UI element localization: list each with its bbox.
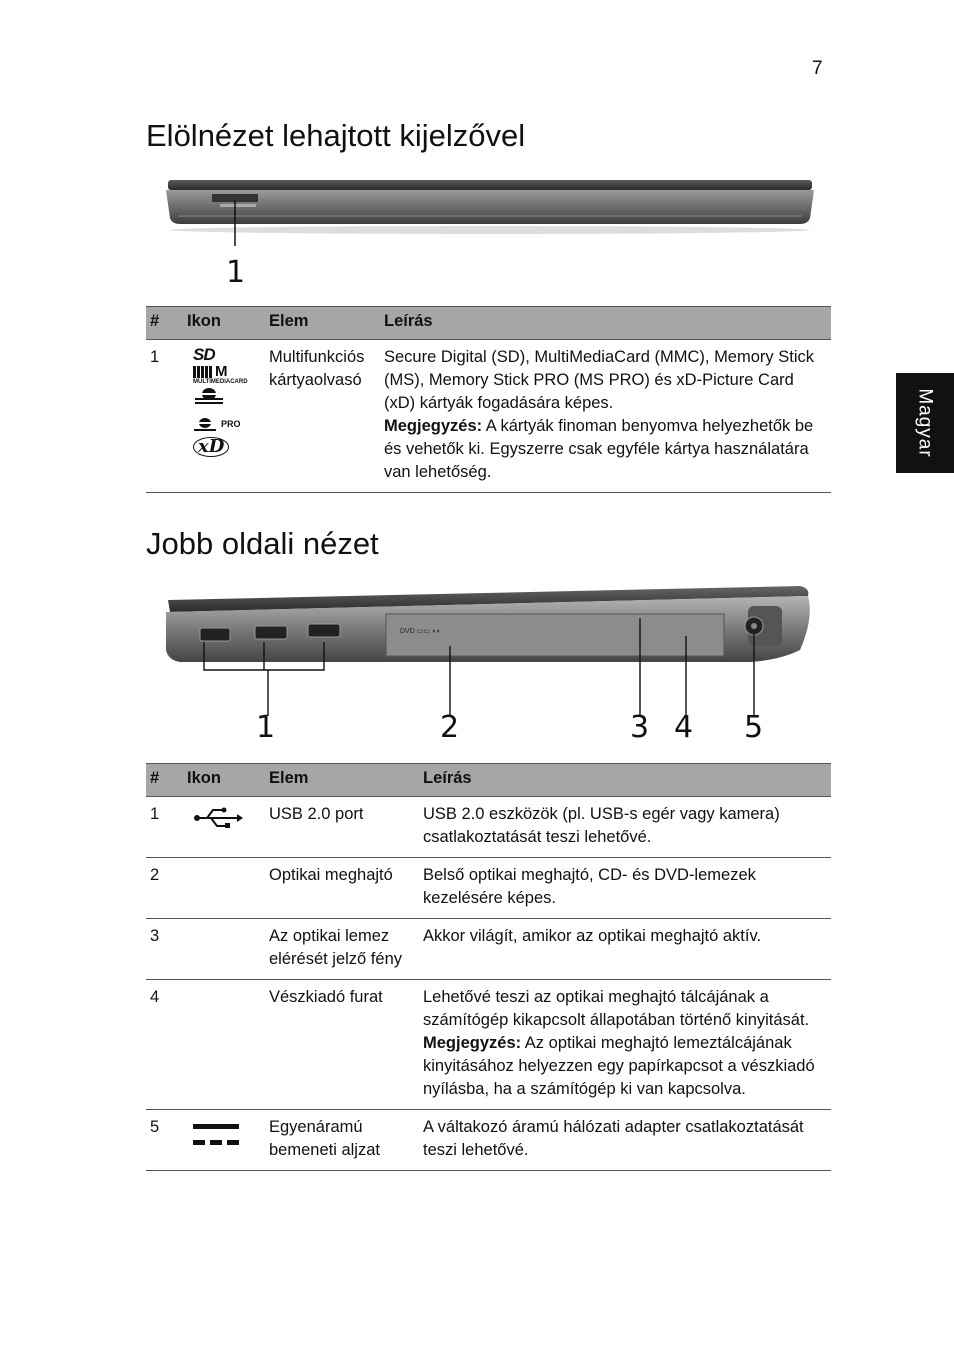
row-elem: Egyenáramú bemeneti aljzat: [265, 1110, 419, 1171]
front-view-table: [146, 306, 831, 493]
laptop-right-view-image: [160, 578, 820, 723]
row-icons: [183, 340, 265, 493]
row-icon: [183, 1110, 265, 1171]
row-desc: [380, 340, 831, 493]
row-note-text: A kártyák finoman benyomva helyezhetők be és vehetők ki. Egyszerre csak egyféle kártya használatára van lehetőség.: [384, 417, 814, 481]
table-header-row: [146, 307, 831, 340]
row-note-text: Az optikai meghajtó lemeztálcájának kinyitásához helyezzen egy papírkapcsot a vészkiadó nyílásba, ha a számítógép ki van kapcsolva.: [423, 1034, 815, 1098]
row-num: 3: [146, 919, 183, 980]
section-title-right-view: Jobb oldali nézet: [146, 526, 379, 561]
row-desc-text: Lehetővé teszi az optikai meghajtó tálcájának a számítógép kikapcsolt állapotában történő kinyitását.: [423, 988, 810, 1029]
callout-3: 3: [630, 710, 650, 745]
callout-1: 1: [256, 710, 276, 745]
language-tab-label: Magyar: [915, 388, 937, 458]
row-icon: [183, 797, 265, 858]
table-row: [146, 919, 831, 980]
memory-stick-pro-icon: PRO: [193, 413, 241, 436]
callout-1: 1: [226, 255, 246, 290]
row-icon: [183, 980, 265, 1110]
row-elem: Vészkiadó furat: [265, 980, 419, 1110]
row-elem: Az optikai lemez elérését jelző fény: [265, 919, 419, 980]
row-icon: [183, 919, 265, 980]
header-num: #: [146, 307, 183, 340]
row-desc: A váltakozó áramú hálózati adapter csatlakoztatását teszi lehetővé.: [419, 1110, 831, 1171]
right-view-table: [146, 763, 831, 1171]
row-desc-text: Secure Digital (SD), MultiMediaCard (MMC), Memory Stick (MS), Memory Stick PRO (MS PRO) és xD-Picture Card (xD) kártyák fogadására képes.: [384, 348, 814, 412]
header-num: #: [146, 764, 183, 797]
page-number: 7: [812, 58, 823, 79]
sd-card-icon: SD: [193, 345, 215, 364]
table-row: [146, 858, 831, 919]
usb-icon: [187, 803, 243, 836]
row-desc: Akkor világít, amikor az optikai meghajtó aktív.: [419, 919, 831, 980]
table-row: [146, 980, 831, 1110]
row-num: 5: [146, 1110, 183, 1171]
multimediacard-icon: M MULTIMEDIACARD: [193, 363, 248, 385]
callout-5: 5: [744, 710, 764, 745]
memory-stick-icon: [193, 387, 225, 412]
table-header-row: [146, 764, 831, 797]
header-desc: Leírás: [380, 307, 831, 340]
callout-4: 4: [674, 710, 694, 745]
table-row: [146, 1110, 831, 1171]
header-elem: Elem: [265, 764, 419, 797]
header-icon: Ikon: [183, 307, 265, 340]
row-num: 1: [146, 340, 183, 493]
row-note-label: Megjegyzés:: [384, 417, 483, 435]
xd-card-icon: xD: [193, 437, 229, 457]
section-title-front-view: Elölnézet lehajtott kijelzővel: [146, 118, 526, 153]
svg-text:DVD ▭▭ ◗◗: DVD ▭▭ ◗◗: [400, 628, 441, 635]
table-row: [146, 340, 831, 493]
row-icon: [183, 858, 265, 919]
table-row: [146, 797, 831, 858]
header-desc: Leírás: [419, 764, 831, 797]
row-desc: USB 2.0 eszközök (pl. USB-s egér vagy kamera) csatlakoztatását teszi lehetővé.: [419, 797, 831, 858]
row-elem: Optikai meghajtó: [265, 858, 419, 919]
row-note-label: Megjegyzés:: [423, 1034, 522, 1052]
dc-in-icon: [187, 1116, 239, 1155]
row-desc: Belső optikai meghajtó, CD- és DVD-lemezek kezelésére képes.: [419, 858, 831, 919]
row-num: 2: [146, 858, 183, 919]
row-elem: USB 2.0 port: [265, 797, 419, 858]
row-num: 4: [146, 980, 183, 1110]
header-icon: Ikon: [183, 764, 265, 797]
language-tab: [896, 373, 954, 473]
laptop-front-view-image: [160, 172, 820, 257]
callout-2: 2: [440, 710, 460, 745]
row-desc: [419, 980, 831, 1110]
row-elem: Multifunkciós kártyaolvasó: [265, 340, 380, 493]
row-num: 1: [146, 797, 183, 858]
header-elem: Elem: [265, 307, 380, 340]
